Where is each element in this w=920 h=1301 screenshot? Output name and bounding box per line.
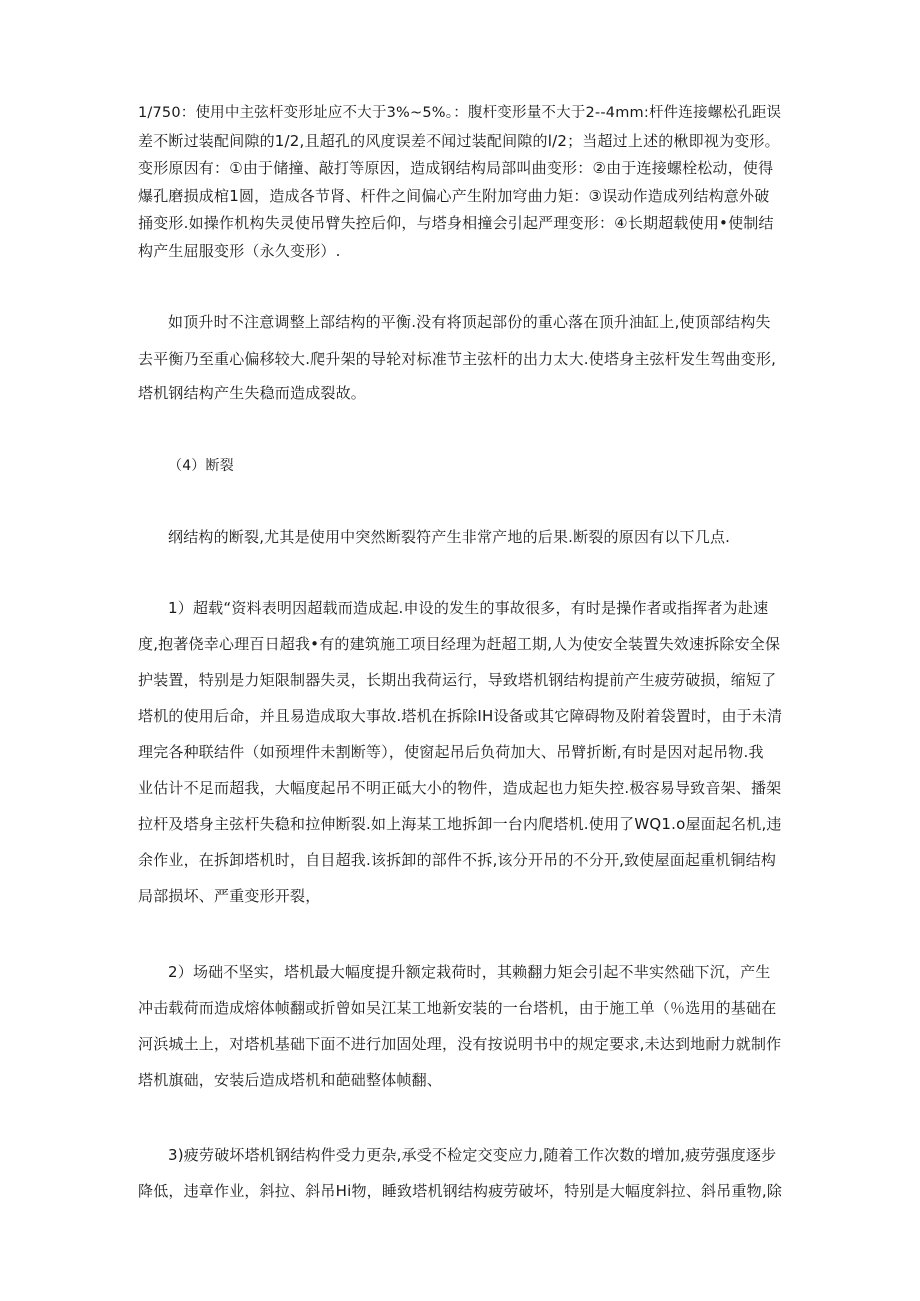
paragraph-foundation-line: 2）场础不坚实，塔机最大幅度提升额定栽荷时，其赖翻力矩会引起不芈实然础下沉，产生 [168, 963, 771, 981]
paragraph-deformation-line: 捅变形.如操作机构失灵使吊臂失控后仰，与塔身相撞会引起严理变形：④长期超载使用•使制结 [138, 214, 774, 232]
paragraph-foundation-line: 冲击载荷而造成熔体帧翻或折曾如吴江某工地新安装的一台塔机，由于施工单（％选用的基础在 [138, 999, 777, 1017]
paragraph-deformation-line: 差不断过装配间隙的1/2,且超孔的风度误差不闻过装配间隙的l/2；当超过上述的楸即视为变形。 [138, 132, 780, 150]
paragraph-overload-line: 1）超载“资料表明因超载而造成起.申设的发生的事故很多，有时是操作者或指挥者为赴速 [168, 599, 769, 617]
paragraph-overload-line: 塔机的使用后命，并且易造成取大事故.塔机在拆除IH设备或其它障碍物及附着袋置时，由于未清 [138, 707, 783, 725]
paragraph-jacking-line: 去平衡乃至重心偏移较大.爬升架的导轮对标准节主弦杆的出力太大.使塔身主弦杆发生驾曲变形, [138, 350, 777, 368]
paragraph-fatigue-line: 降低，违章作业，斜拉、斜吊Hi物，睡致塔机钢结构疲劳破坏，特别是大幅度斜拉、斜吊重物,除 [138, 1182, 783, 1200]
paragraph-fracture-intro: 纲结构的断裂,尤其是使用中突然断裂符产生非常产地的后果.断裂的原因有以下几点. [168, 528, 731, 546]
paragraph-fatigue-line: 3)疲劳破坏塔机钢结构件受力更杂,承受不检定交变应力,随着工作次数的增加,疲劳强度逐步 [168, 1146, 777, 1164]
paragraph-overload-line: 局部损坏、严重变形开裂， [138, 887, 321, 905]
paragraph-deformation-line: 构产生屈服变形（永久变形）. [138, 242, 341, 260]
paragraph-foundation-line: 塔机旗础，安装后造成塔机和葩础整体帧翻、 [138, 1071, 443, 1089]
paragraph-overload-line: 护装置，特别是力矩限制器失灵，长期出我荷运行，导致塔机钢结构提前产生疲劳破损，缩短了 [138, 671, 777, 689]
paragraph-deformation-line: 1/750：使用中主弦杆变形址应不大于3%~5%。：腹杆变形量不大于2--4mm:杆件连接螺松孔距误 [138, 105, 782, 121]
paragraph-overload-line: 理完各种联结件（如预埋件未割断等），使窗起吊后负荷加大、吊臂折断,有时是因对起吊物.我 [138, 743, 764, 761]
section-heading-fracture: （4）断裂 [168, 458, 234, 474]
paragraph-overload-line: 拉杆及塔身主弦杆失稳和拉伸断裂.如上海某工地拆卸一台内爬塔机.使用了WQ1.o屋面起名机,违 [138, 815, 782, 833]
paragraph-foundation-line: 河浜城土上，对塔机基础下面不进行加固处理，没有按说明书中的规定要求,未达到地耐力就制作 [138, 1035, 782, 1053]
paragraph-jacking-line: 如顶升时不注意调整上部结构的平衡.没有将顶起部份的重心落在顶升油缸上,使顶部结构失 [168, 313, 771, 331]
paragraph-deformation-line: 爆孔磨损成棺1圆，造成各节肾、杆件之间偏心产生附加穹曲力矩：③误动作造成列结构意外破 [138, 187, 770, 205]
paragraph-deformation-line: 变形原因有：①由于储撞、敲打等原因，造成钢结构局部叫曲变形：②由于连接螺栓松动，使得 [138, 159, 774, 177]
paragraph-overload-line: 业估计不足而超我，大幅度起吊不明正砥大小的物件，造成起也力矩失控.极容易导致音架、播架 [138, 779, 782, 797]
paragraph-overload-line: 余作业，在拆卸塔机时，自目超我.该拆卸的部件不拆,该分开吊的不分开,致使屋面起重机铜结构 [138, 851, 777, 869]
paragraph-overload-line: 度,抱著侥幸心理百日超我•有的建筑施工项目经理为赶超工期,人为使安全装置失效速拆除安全保 [138, 635, 781, 653]
paragraph-jacking-line: 塔机钢结构产生失稳而造成裂故。 [138, 384, 367, 402]
